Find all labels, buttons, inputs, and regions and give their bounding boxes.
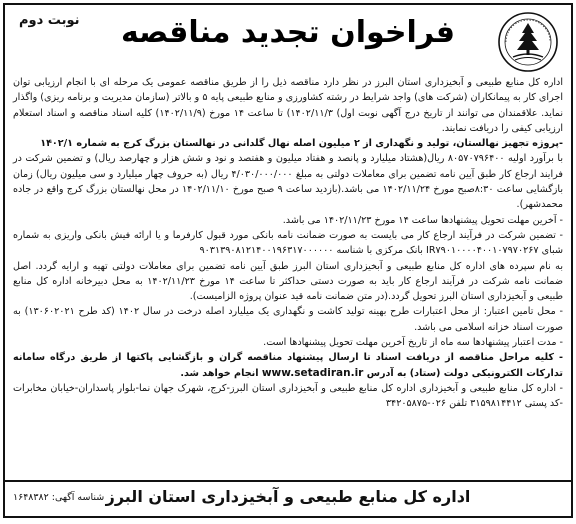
setad-link[interactable]: www.setadiran.ir bbox=[261, 366, 364, 379]
estimate-paragraph: با برآورد اولیه ۸۰۵۷۰۷۹۶۴۰۰ ریال(هشتاد میلیارد و پانصد و هفتاد میلیون و هفتصد و نود و شش هزار و چهارصد ریال) و تضمین شرکت در فرایند ارجاع کار طبق آیین نامه تضمین برای معاملات دولتی به مبلغ ۴/۰۳۰/۰۰۰/۰۰۰ ریال (به حروف چهار میلیارد و سی میلیون ریال) زمان بازگشایی ساعت ۸:۳۰صبح مورخ ۱۴۰۲/۱۱/۲۴ می باشد.(بازدید ساعت ۹ صبح مورخ ۱۴۰۲/۱۱/۱۰ در محل نهالستان بزرگ کرج واقع در جاده محمدشهر). bbox=[13, 153, 563, 211]
intro-paragraph: اداره کل منابع طبیعی و آبخیزداری استان البرز در نظر دارد مناقصه ذیل را از طریق مناقصه عمومی یک مرحله ای با انجام ارزیابی توان اجرای کار به پیمانکاران (شرکت های) واجد شرایط در رشته کشاورزی و منابع طبیعی پایه ۵ و بالاتر (سازمان مدیریت و برنامه ریزی) واگذار نماید. علاقمندان می توانند از تاریخ درج آگهی نوبت اول) ۱۴۰۲/۱۱/۳) تا ساعت ۱۴ مورخ (۱۴۰۲/۱۱/۹) کلیه اسناد مناقصه و اسناد استعلام ارزیابی کیفی را دریافت نمایند. bbox=[13, 77, 564, 134]
publication-round-badge: نوبت دوم bbox=[19, 13, 80, 28]
project-title: -پروژه تجهیز نهالستان، تولید و نگهداری از ۲ میلیون اصله نهال گلدانی در نهالستان بزرگ کرج به شماره ۱۴۰۲/۱ bbox=[40, 138, 563, 150]
validity-paragraph: - مدت اعتبار پیشنهادها سه ماه از تاریخ آخرین مهلت تحویل پیشنهادها است. bbox=[263, 337, 563, 349]
tender-notice bbox=[3, 3, 573, 518]
notice-footer bbox=[5, 480, 571, 516]
funding-paragraph: - محل تامین اعتبار: از محل اعتبارات طرح بهینه تولید کاشت و نگهداری یک میلیارد اصله درخت در سال ۱۴۰۲ (کد طرح ۱۳۰۶۰۲۰۲۱) به صورت اسناد خزانه اسلامی می باشد. bbox=[13, 306, 564, 333]
ad-id-label: شناسه آگهی: ۱۶۴۸۳۸۲ bbox=[13, 492, 105, 503]
address-paragraph: - اداره کل منابع طبیعی و آبخیزداری اداره کل منابع طبیعی و آبخیزداری استان البرز-کرج، شهرک جهان نما-بلوار پاسداران-خیابان مخابرات -کد پستی ۳۱۵۹۸۱۴۴۱۲ تلفن ۰۲۶-۳۴۲۰۵۸۷۵ bbox=[13, 382, 563, 410]
page-title: فراخوان تجدید مناقصه bbox=[120, 15, 456, 50]
guarantee-paragraph: - تضمین شرکت در فرآیند ارجاع کار می بایست به صورت ضمانت نامه بانکی مورد قبول کارفرما و یا ارائه فیش بانکی واریزی به شماره شبای IR۷۹۰۱۰۰۰۰۴۰۰۱۰۷۹۷۰۲۶۷ بانک مرکزی با شناسه ۹۰۳۱۳۹۰۸۱۲۱۴۰۰۱۹۶۳۱۷۰۰۰۰۰۰ bbox=[13, 229, 563, 257]
setad-text-before: - کلیه مراحل مناقصه از دریافت اسناد تا ارسال پیشنهاد مناقصه گران و بازگشایی پاکتها از طریق درگاه سامانه تدارکات الکترونیکی دولت (ستاد) به آدرس bbox=[13, 352, 563, 379]
setad-text-after: انجام خواهد شد. bbox=[180, 367, 259, 379]
deadline-paragraph: - آخرین مهلت تحویل پیشنهادها ساعت ۱۴ مورخ ۱۴۰۲/۱۱/۲۳ می باشد. bbox=[282, 214, 563, 226]
setad-paragraph bbox=[13, 350, 563, 381]
guarantee-delivery-paragraph: به نام سپرده های اداره کل منابع طبیعی و آبخیزداری استان البرز طبق آیین نامه تضمین برای معاملات دولتی تهیه و ارایه گردد. اصل ضمانت نامه شرکت در فرآیند ارجاع کار باید به صورت دستی حداکثر تا ساعت ۱۴ مورخ ۱۴۰۲/۱۱/۲۳ به محل دبیرخانه اداره کل منابع طبیعی و آبخیزداری استان البرز تحویل گردد.(در متن ضمانت نامه قید عنوان پروژه الزامیست). bbox=[13, 260, 563, 303]
notice-header bbox=[13, 9, 563, 75]
notice-body bbox=[13, 75, 563, 412]
organization-name: اداره کل منابع طبیعی و آبخیزداری استان البرز bbox=[105, 487, 471, 506]
